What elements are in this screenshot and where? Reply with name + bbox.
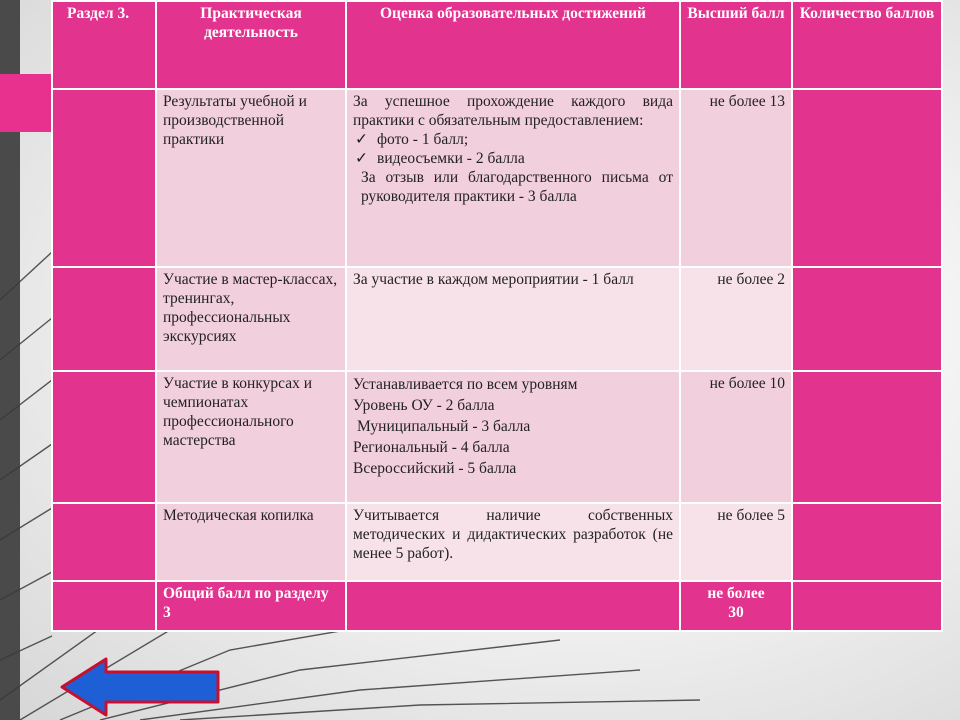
slide-accent-tab	[0, 74, 52, 132]
activity-cell: Результаты учебной и производственной практики	[156, 89, 346, 267]
criteria-line: Уровень ОУ - 2 балла	[353, 397, 495, 414]
check-item-text: видеосъемки - 2 балла	[377, 150, 525, 167]
score-count-cell	[792, 503, 942, 581]
back-arrow-icon[interactable]	[60, 656, 222, 718]
section-cell	[52, 503, 156, 581]
table-row	[52, 267, 942, 371]
check-item	[353, 149, 673, 168]
checkmark-icon: ✓	[355, 131, 368, 148]
table-header-row	[52, 1, 942, 89]
header-evaluation: Оценка образовательных достижений	[346, 1, 680, 89]
total-max-score	[680, 581, 792, 631]
header-section: Раздел 3.	[52, 1, 156, 89]
criteria-line: Региональный - 4 балла	[353, 439, 510, 456]
criteria-extra: За отзыв или благодарственного письма от руководителя практики - 3 балла	[361, 169, 673, 205]
activity-cell: Участие в мастер-классах, тренингах, профессиональных экскурсиях	[156, 267, 346, 371]
max-score-cell: не более 10	[680, 371, 792, 503]
table-row	[52, 371, 942, 503]
activity-cell: Участие в конкурсах и чемпионатах профессионального мастерства	[156, 371, 346, 503]
header-activity: Практическая деятельность	[156, 1, 346, 89]
total-max-line: не более	[707, 585, 765, 602]
total-count-cell	[792, 581, 942, 631]
criteria-line: Устанавливается по всем уровням	[353, 376, 578, 393]
criteria-cell	[346, 371, 680, 503]
section-cell	[52, 581, 156, 631]
max-score-cell: не более 13	[680, 89, 792, 267]
section-cell	[52, 371, 156, 503]
checkmark-icon: ✓	[355, 150, 368, 167]
score-count-cell	[792, 371, 942, 503]
section-cell	[52, 89, 156, 267]
total-criteria-cell	[346, 581, 680, 631]
score-count-cell	[792, 267, 942, 371]
max-score-cell: не более 2	[680, 267, 792, 371]
table-row	[52, 503, 942, 581]
max-score-cell: не более 5	[680, 503, 792, 581]
criteria-cell: Учитывается наличие собственных методических и дидактических разработок (не менее 5 работ).	[346, 503, 680, 581]
total-row	[52, 581, 942, 631]
criteria-line: Всероссийский - 5 балла	[353, 460, 517, 477]
score-count-cell	[792, 89, 942, 267]
table-row	[52, 89, 942, 267]
check-item	[353, 130, 673, 149]
criteria-line: Муниципальный - 3 балла	[357, 418, 531, 435]
criteria-intro: За успешное прохождение каждого вида практики с обязательным предоставлением:	[353, 93, 673, 129]
check-item-text: фото - 1 балл;	[377, 131, 469, 148]
section-cell	[52, 267, 156, 371]
score-table	[51, 0, 943, 632]
total-max-value: 30	[728, 604, 744, 621]
activity-cell: Методическая копилка	[156, 503, 346, 581]
total-label: Общий балл по разделу 3	[156, 581, 346, 631]
header-max-score: Высший балл	[680, 1, 792, 89]
criteria-cell	[346, 89, 680, 267]
criteria-cell: За участие в каждом мероприятии - 1 балл	[346, 267, 680, 371]
header-score-count: Количество баллов	[792, 1, 942, 89]
